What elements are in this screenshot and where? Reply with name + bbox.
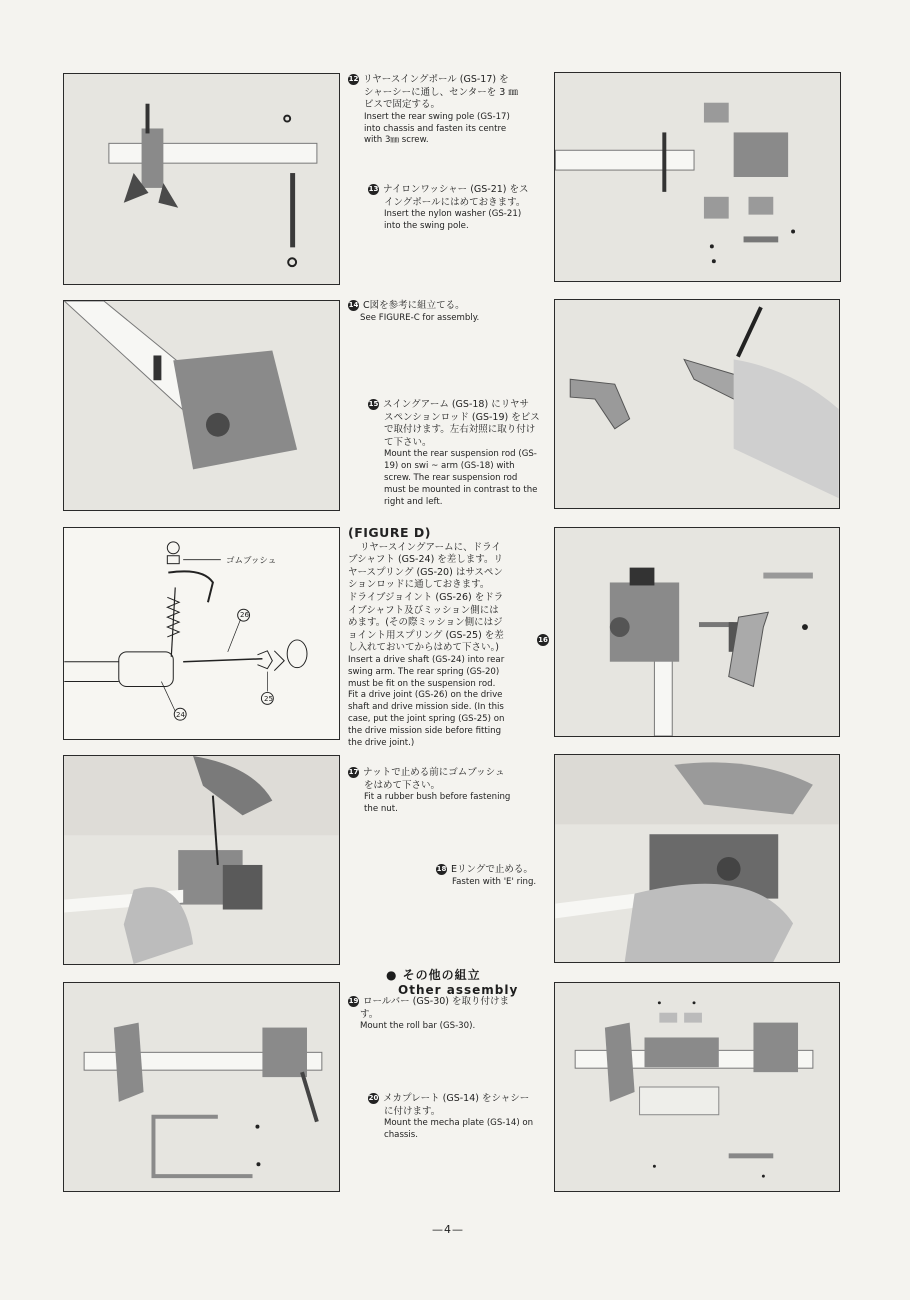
parts-photo-illustration — [555, 73, 840, 281]
step-13-number: 13 — [368, 185, 379, 193]
photo-step-13-parts — [554, 72, 841, 282]
figure-d-drawing — [64, 528, 339, 739]
figure-d-text: (FIGURE D) リヤースイングアームに、ドライ ブシャフト (GS-24) を差します。リ ヤースプリング (GS-20) はサスペン ションロッドに通しておきます。 ドライブジョイント (GS-26) をドラ イブシャフト及びミッション側には めます。(その際ミッション側にはジ ョイント用スプリング (GS-25) を差 し入れておいてからはめて下さい。) Insert a drive shaft (GS-24) into rear swing arm. The rear spring (GS-20) must be fit on the suspension rod. Fit a drive joint (GS-26) on the drive shaft and drive mission side. (In this case, put the joint spring (GS-25) on the drive mission side before fitting the drive joint.) — [348, 527, 526, 749]
step-14-number: 14 — [348, 301, 359, 309]
rubber-bush-label: ゴムブッシュ — [226, 556, 277, 566]
step-17-text: 17 ナットで止める前にゴムブッシュ をはめて下さい。 Fit a rubber bush before fastening the nut. — [348, 767, 511, 814]
step-13-text: 13 ナイロンワッシャー (GS-21) をス イングポールにはめておきます。 Insert the nylon washer (GS-21) into the swing pole. — [368, 184, 529, 231]
step-12-text: 12 リヤースイングポール (GS-17) を シャーシーに通し、センターを 3 ㎜ ビスで固定する。 Insert the rear swing pole (GS-17) into chassis and fasten its centre with 3㎜ screw. — [348, 74, 518, 146]
step-18-text: 18 Eリングで止める。 Fasten with 'E' ring. — [436, 864, 537, 887]
step-18-number: 18 — [436, 865, 447, 873]
photo-step-18-e-ring — [554, 754, 840, 963]
photo-step-20-mecha-plate — [554, 982, 840, 1192]
step-19-number: 19 — [348, 997, 359, 1005]
step-20-text: 20 メカプレート (GS-14) をシャシー に付けます。 Mount the mecha plate (GS-14) on chassis. — [368, 1093, 534, 1140]
mecha-plate-photo-illustration — [555, 983, 839, 1191]
part-25-label: 25 — [264, 695, 273, 703]
swing-pole-photo-illustration — [64, 74, 339, 284]
swing-arm-photo-illustration — [555, 300, 839, 508]
step-14-text: 14 C図を参考に組立てる。 See FIGURE-C for assembly. — [348, 300, 480, 323]
step-15-text: 15 スイングアーム (GS-18) にリヤサ スペンションロッド (GS-19) をビス で取付けます。左右対照に取り付け て下さい。 Mount the rear suspension rod (GS- 19) on swi ~ arm (GS-18) with screw. The rear suspension rod must be mounted in contrast to the right and left. — [368, 399, 540, 507]
photo-step-19-roll-bar — [63, 982, 340, 1192]
photo-step-12-swing-pole — [63, 73, 340, 285]
assembly-photo-illustration — [64, 301, 339, 510]
photo-step-14-assembly — [63, 300, 340, 511]
step-12-number: 12 — [348, 75, 359, 83]
step-19-text: 19 ロールバー (GS-30) を取り付けま す。 Mount the roll bar (GS-30). — [348, 996, 510, 1032]
other-assembly-heading-en: Other assembly — [398, 983, 519, 997]
drive-parts-photo-illustration — [555, 528, 839, 736]
photo-step-17-rubber-bush — [63, 755, 340, 965]
figure-d-diagram — [63, 527, 340, 740]
photo-step-15-swing-arm — [554, 299, 840, 509]
step-15-number: 15 — [368, 400, 379, 408]
step-20-number: 20 — [368, 1094, 379, 1102]
rubber-bush-photo-illustration — [64, 756, 339, 964]
e-ring-photo-illustration — [555, 755, 839, 962]
other-assembly-heading-jp: ● その他の組立 — [386, 968, 481, 982]
step-17-number: 17 — [348, 768, 359, 776]
roll-bar-photo-illustration — [64, 983, 339, 1191]
step-16-marker: 16 — [538, 636, 548, 644]
figure-d-title: (FIGURE D) — [348, 525, 431, 540]
photo-step-16-drive-parts — [554, 527, 840, 737]
page-number: —4— — [432, 1223, 464, 1236]
part-26-label: 26 — [240, 611, 249, 619]
part-24-label: 24 — [176, 711, 185, 719]
